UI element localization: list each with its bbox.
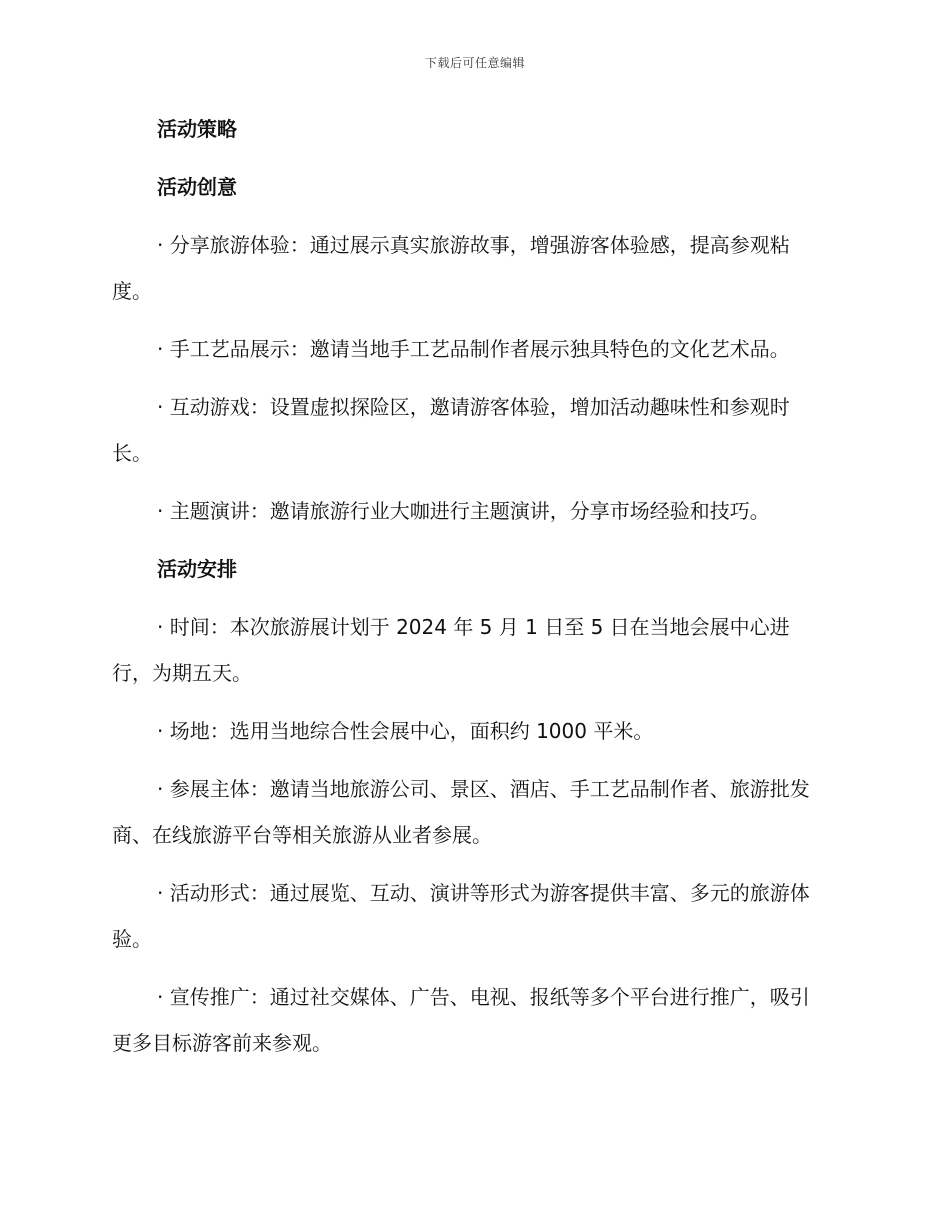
page-header: 下载后可任意编辑 xyxy=(424,56,525,70)
arrangement-item: · 场地：选用当地综合性会展中心，面积约 1000 平米。 xyxy=(157,719,654,743)
creative-item: · 主题演讲：邀请旅游行业大咖进行主题演讲，分享市场经验和技巧。 xyxy=(157,499,770,523)
arrangement-item: · 活动形式：通过展览、互动、演讲等形式为游客提供丰富、多元的旅游体验。 xyxy=(112,881,810,951)
document-body xyxy=(112,106,824,1078)
section-title-arrangement: 活动安排 xyxy=(157,557,237,581)
arrangement-item: · 宣传推广：通过社交媒体、广告、电视、报纸等多个平台进行推广，吸引更多目标游客前来参观。 xyxy=(112,985,810,1055)
arrangement-item: · 时间：本次旅游展计划于 2024 年 5 月 1 日至 5 日在当地会展中心进行，为期五天。 xyxy=(112,615,790,685)
creative-item: · 互动游戏：设置虚拟探险区，邀请游客体验，增加活动趣味性和参观时长。 xyxy=(112,395,790,465)
arrangement-item: · 参展主体：邀请当地旅游公司、景区、酒店、手工艺品制作者、旅游批发商、在线旅游平台等相关旅游从业者参展。 xyxy=(112,777,810,847)
creative-item: · 手工艺品展示：邀请当地手工艺品制作者展示独具特色的文化艺术品。 xyxy=(157,337,790,361)
creative-item: · 分享旅游体验：通过展示真实旅游故事，增强游客体验感，提高参观粘度。 xyxy=(112,233,790,303)
section-title-creative: 活动创意 xyxy=(157,175,237,199)
section-title-strategy: 活动策略 xyxy=(157,117,237,141)
